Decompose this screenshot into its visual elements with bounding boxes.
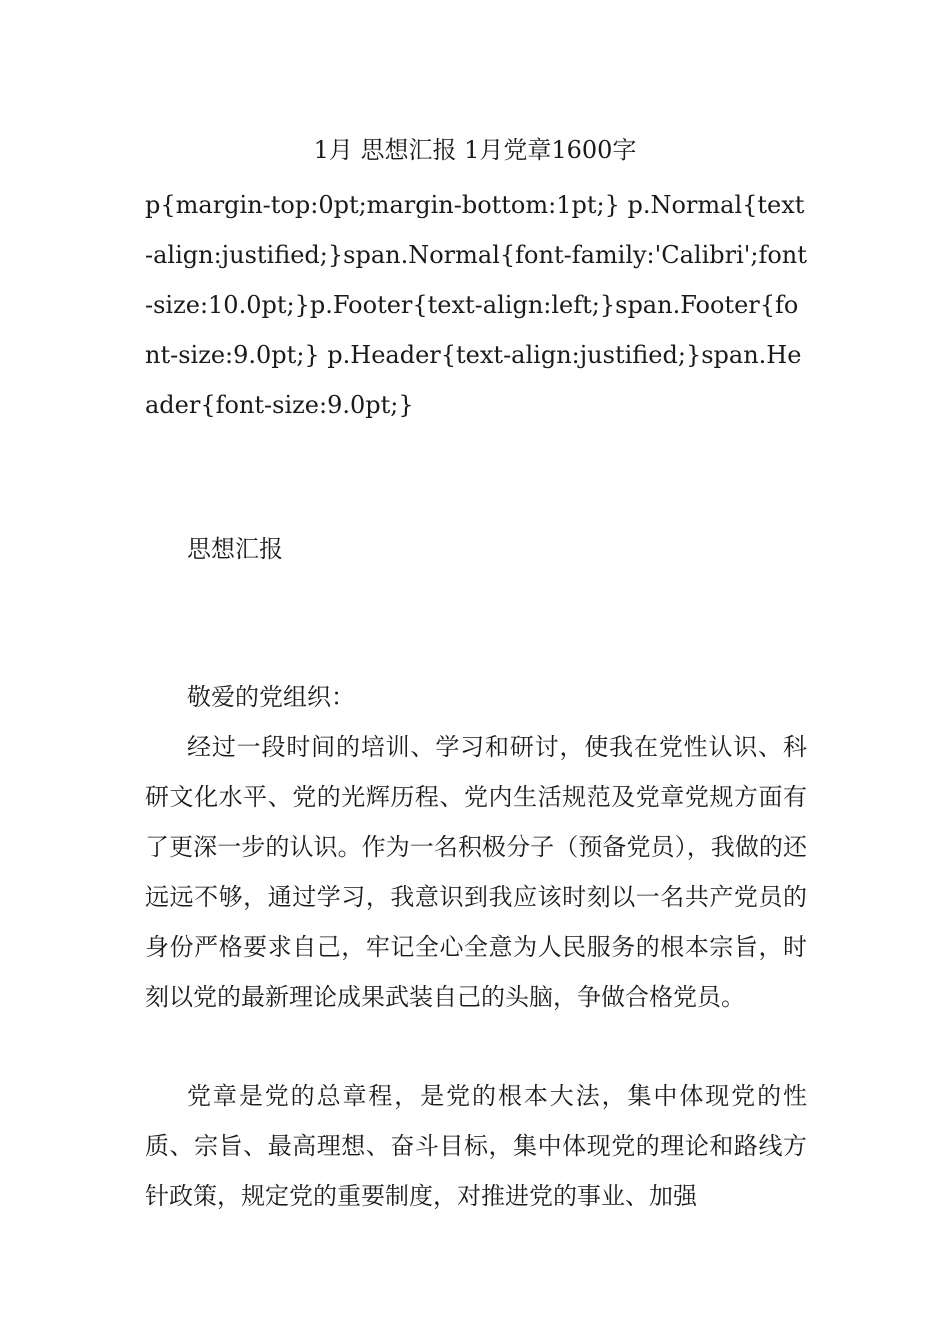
- greeting-line: 敬爱的党组织：: [187, 683, 355, 711]
- body-paragraph-1: 经过一段时间的培训、学习和研讨，使我在党性认识、科研文化水平、党的光辉历程、党内生活规范及党章党规方面有了更深一步的认识。作为一名积极分子（预备党员），我做的还远远不够，通过学习，我意识到我应该时刻以一名共产党员的身份严格要求自己，牢记全心全意为人民服务的根本宗旨，时刻以党的最新理论成果武装自己的头脑，争做合格党员。: [145, 733, 807, 1011]
- body-paragraph-2: 党章是党的总章程，是党的根本大法，集中体现党的性质、宗旨、最高理想、奋斗目标，集中体现党的理论和路线方针政策，规定党的重要制度，对推进党的事业、加强: [145, 1082, 807, 1210]
- section-heading: 思想汇报: [187, 535, 283, 563]
- css-source-text: p{margin-top:0pt;margin-bottom:1pt;} p.Normal{text-align:justified;}span.Normal{font-family:'Calibri';font-size:10.0pt;}p.Footer{text-align:left;}span.Footer{font-size:9.0pt;} p.Header{text-align:justified;}span.Header{font-size:9.0pt;}: [145, 191, 807, 419]
- document-title: 1月 思想汇报 1月党章1600字: [313, 136, 637, 164]
